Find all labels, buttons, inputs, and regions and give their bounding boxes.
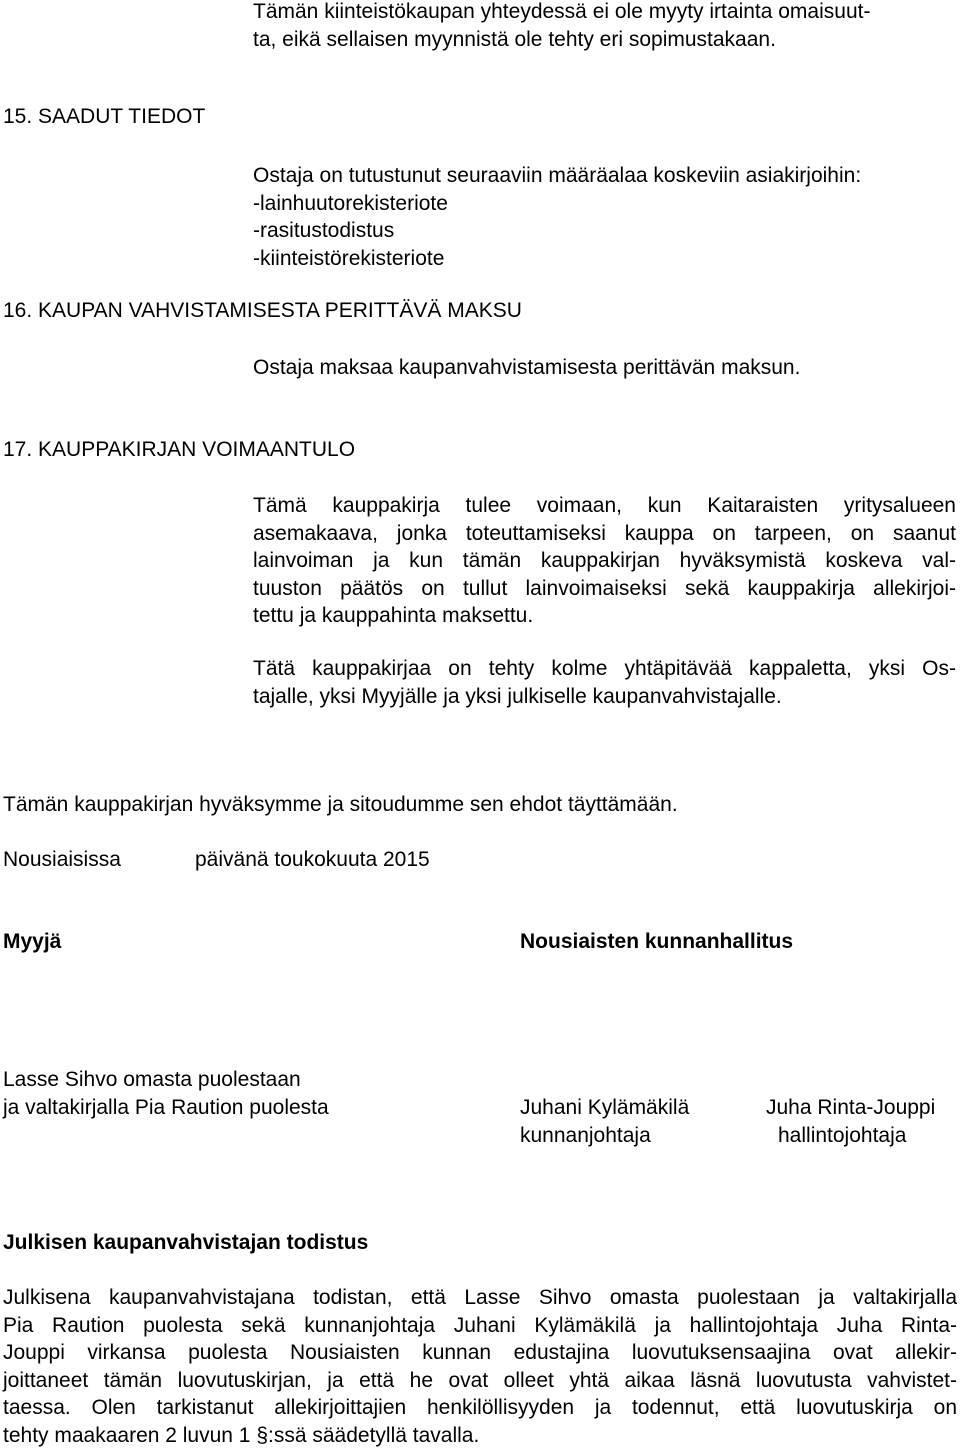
section-17-paragraph-2 <box>253 655 956 710</box>
section-17-line: lainvoiman ja kun tämän kauppakirjan hyväksymistä koskeva val- <box>253 547 956 575</box>
seller-heading: Myyjä <box>3 928 61 956</box>
notary-line: Jouppi virkansa puolesta Nousiaisten kunnan edustajina luovutuksensaajina ovat allekir- <box>3 1339 957 1367</box>
seller-signer-line-2: ja valtakirjalla Pia Raution puolesta <box>3 1094 329 1122</box>
notary-line: tehty maakaaren 2 luvun 1 §:ssä säädetyllä tavalla. <box>3 1422 957 1449</box>
section-17-paragraph-1 <box>253 492 956 630</box>
signer-2-title: hallintojohtaja <box>778 1122 906 1150</box>
section-15-line: Ostaja on tutustunut seuraaviin määräalaa koskeviin asiakirjoihin: <box>253 162 861 190</box>
section-15-line: -kiinteistörekisteriote <box>253 245 861 273</box>
section-17-line: Tämä kauppakirja tulee voimaan, kun Kaitaraisten yritysalueen <box>253 492 956 520</box>
signer-2-name: Juha Rinta-Jouppi <box>766 1094 935 1122</box>
section-15-heading: 15. SAADUT TIEDOT <box>3 103 205 131</box>
section-17-heading: 17. KAUPPAKIRJAN VOIMAANTULO <box>3 436 355 464</box>
signer-1-title: kunnanjohtaja <box>520 1122 651 1150</box>
section-17-line: tuuston päätös on tullut lainvoimaiseksi sekä kauppakirja allekirjoi- <box>253 575 956 603</box>
notary-line: taessa. Olen tarkistanut allekirjoittajien henkilöllisyyden ja todennut, että luovutuskirja on <box>3 1394 957 1422</box>
intro-line: Tämän kiinteistökaupan yhteydessä ei ole myyty irtainta omaisuut- <box>253 0 845 26</box>
signer-1-name: Juhani Kylämäkilä <box>520 1094 689 1122</box>
intro-line: ta, eikä sellaisen myynnistä ole tehty eri sopimustakaan. <box>253 26 845 54</box>
section-15-body <box>253 162 861 272</box>
notary-line: Julkisena kaupanvahvistajana todistan, että Lasse Sihvo omasta puolestaan ja valtakirjalla <box>3 1284 957 1312</box>
section-17-line: tettu ja kauppahinta maksettu. <box>253 602 956 630</box>
section-16-text: Ostaja maksaa kaupanvahvistamisesta perittävän maksun. <box>253 354 800 382</box>
section-17-line: asemakaava, jonka toteuttamiseksi kauppa on tarpeen, on saanut <box>253 520 956 548</box>
seller-signer-line-1: Lasse Sihvo omasta puolestaan <box>3 1066 301 1094</box>
notary-line: joittaneet tämän luovutuskirjan, ja että he ovat olleet yhtä aikaa läsnä luovutusta vahvistet- <box>3 1367 957 1395</box>
notary-line: Pia Raution puolesta sekä kunnanjohtaja Juhani Kylämäkilä ja hallintojohtaja Juha Rinta- <box>3 1312 957 1340</box>
section-15-line: -rasitustodistus <box>253 217 861 245</box>
approval-place: Nousiaisissa <box>3 846 121 874</box>
section-16-heading: 16. KAUPAN VAHVISTAMISESTA PERITTÄVÄ MAKSU <box>3 297 522 325</box>
approval-statement: Tämän kauppakirjan hyväksymme ja sitoudumme sen ehdot täyttämään. <box>3 791 678 819</box>
section-17-line: tajalle, yksi Myyjälle ja yksi julkiselle kaupanvahvistajalle. <box>253 683 956 711</box>
section-15-line: -lainhuutorekisteriote <box>253 190 861 218</box>
section-17-line: Tätä kauppakirjaa on tehty kolme yhtäpitävää kappaletta, yksi Os- <box>253 655 956 683</box>
notary-paragraph <box>3 1284 957 1449</box>
buyer-heading: Nousiaisten kunnanhallitus <box>520 928 793 956</box>
approval-date: päivänä toukokuuta 2015 <box>195 846 430 874</box>
notary-heading: Julkisen kaupanvahvistajan todistus <box>3 1229 368 1257</box>
intro-paragraph <box>253 0 845 53</box>
